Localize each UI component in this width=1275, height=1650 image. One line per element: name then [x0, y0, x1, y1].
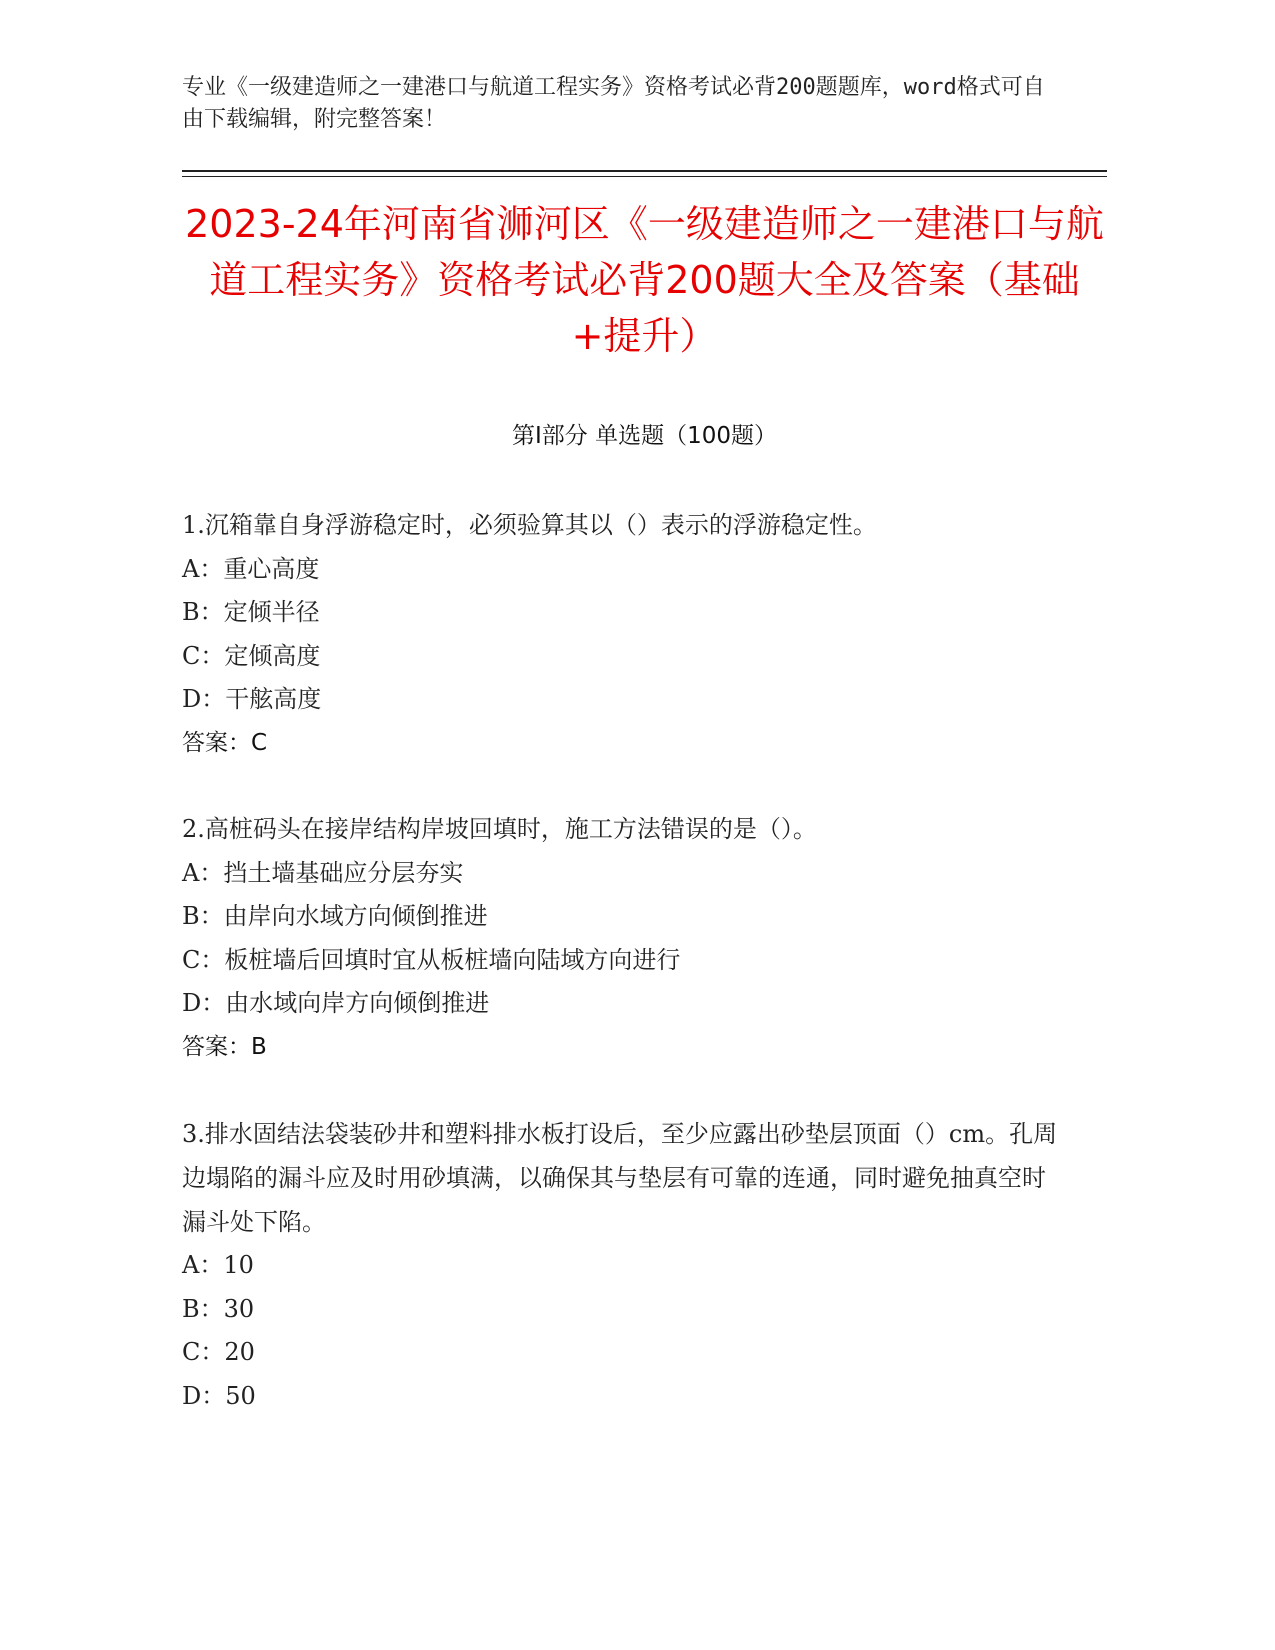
answer: 答案：B — [182, 1033, 267, 1060]
header-divider — [182, 170, 1107, 172]
option-c: C：20 — [182, 1338, 255, 1366]
option-d: D：50 — [182, 1381, 256, 1410]
option-b: B：由岸向水域方向倾倒推进 — [182, 902, 488, 930]
option-b: B：定倾半径 — [182, 598, 320, 626]
header-note: 专业《一级建造师之一建港口与航道工程实务》资格考试必背200题题库，word格式可自由下载编辑，附完整答案！ — [182, 75, 1045, 132]
question-text: 3.排水固结法袋装砂井和塑料排水板打设后，至少应露出砂垫层顶面（）cm。孔周边塌陷的漏斗应及时用砂填满，以确保其与垫层有可靠的连通，同时避免抽真空时漏斗处下陷。 — [182, 1120, 1058, 1236]
option-d: D：由水域向岸方向倾倒推进 — [182, 989, 490, 1017]
option-d: D：干舷高度 — [182, 685, 322, 713]
question-1 — [182, 504, 1062, 765]
section-heading: 第Ⅰ部分 单选题（100题） — [512, 423, 777, 449]
question-2 — [182, 808, 1062, 1069]
option-a: A：重心高度 — [182, 554, 320, 583]
document-title: 2023-24年河南省浉河区《一级建造师之一建港口与航道工程实务》资格考试必背200题大全及答案（基础+提升） — [185, 202, 1104, 358]
option-a: A：10 — [182, 1251, 254, 1279]
question-text: 1.沉箱靠自身浮游稳定时，必须验算其以（）表示的浮游稳定性。 — [182, 511, 877, 539]
option-c: C：定倾高度 — [182, 641, 321, 670]
option-b: B：30 — [182, 1294, 255, 1323]
answer: 答案：C — [182, 729, 268, 756]
option-c: C：板桩墙后回填时宜从板桩墙向陆域方向进行 — [182, 945, 681, 974]
question-text: 2.高桩码头在接岸结构岸坡回填时，施工方法错误的是（）。 — [182, 815, 817, 843]
header-divider-thin — [182, 176, 1107, 177]
option-a: A：挡土墙基础应分层夯实 — [182, 858, 464, 887]
question-3 — [182, 1112, 1062, 1418]
